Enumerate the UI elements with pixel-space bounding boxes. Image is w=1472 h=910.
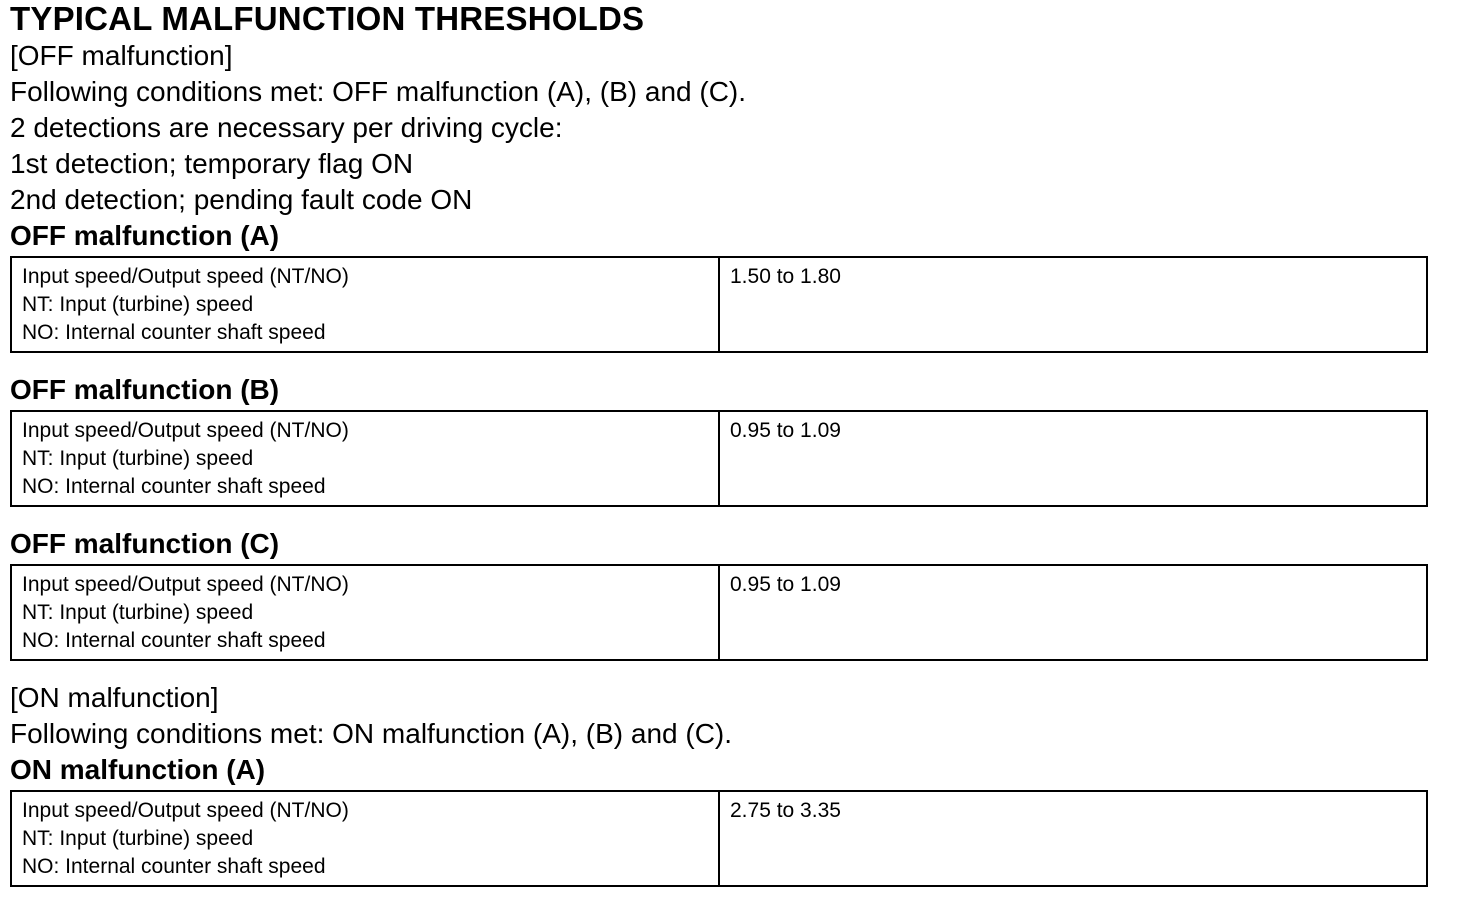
off-second-detection-line: 2nd detection; pending fault code ON — [10, 184, 473, 215]
condition-line: Input speed/Output speed (NT/NO) — [22, 573, 349, 596]
condition-line: NO: Internal counter shaft speed — [22, 855, 326, 878]
off-malfunction-b-table — [10, 410, 1428, 507]
condition-line: NT: Input (turbine) speed — [22, 293, 254, 316]
table-row — [11, 791, 1427, 886]
threshold-value-cell: 0.95 to 1.09 — [719, 565, 1427, 660]
document-page — [10, 0, 1428, 887]
condition-cell — [11, 565, 719, 660]
condition-line: NO: Internal counter shaft speed — [22, 475, 326, 498]
off-condition-line: Following conditions met: OFF malfunction (A), (B) and (C). — [10, 76, 747, 107]
on-condition-line: Following conditions met: ON malfunction (A), (B) and (C). — [10, 718, 733, 749]
condition-cell — [11, 257, 719, 352]
condition-cell — [11, 411, 719, 506]
condition-line: NT: Input (turbine) speed — [22, 827, 254, 850]
condition-line: Input speed/Output speed (NT/NO) — [22, 419, 349, 442]
table-row — [11, 257, 1427, 352]
off-malfunction-a-heading: OFF malfunction (A) — [10, 220, 280, 251]
off-first-detection-line: 1st detection; temporary flag ON — [10, 148, 414, 179]
off-malfunction-b-heading: OFF malfunction (B) — [10, 374, 280, 405]
condition-cell — [11, 791, 719, 886]
condition-line: Input speed/Output speed (NT/NO) — [22, 265, 349, 288]
condition-line: NO: Internal counter shaft speed — [22, 321, 326, 344]
threshold-value-cell: 2.75 to 3.35 — [719, 791, 1427, 886]
on-malfunction-a-heading: ON malfunction (A) — [10, 754, 266, 785]
off-section-header: [OFF malfunction] — [10, 40, 233, 71]
condition-line: NT: Input (turbine) speed — [22, 447, 254, 470]
threshold-value-cell: 0.95 to 1.09 — [719, 411, 1427, 506]
off-malfunction-c-table — [10, 564, 1428, 661]
page-title: TYPICAL MALFUNCTION THRESHOLDS — [10, 0, 645, 37]
on-section-header: [ON malfunction] — [10, 682, 219, 713]
table-row — [11, 411, 1427, 506]
condition-line: Input speed/Output speed (NT/NO) — [22, 799, 349, 822]
off-malfunction-c-heading: OFF malfunction (C) — [10, 528, 280, 559]
off-malfunction-a-table — [10, 256, 1428, 353]
off-detection-line: 2 detections are necessary per driving cycle: — [10, 112, 563, 143]
condition-line: NT: Input (turbine) speed — [22, 601, 254, 624]
on-malfunction-a-table — [10, 790, 1428, 887]
threshold-value-cell: 1.50 to 1.80 — [719, 257, 1427, 352]
table-row — [11, 565, 1427, 660]
condition-line: NO: Internal counter shaft speed — [22, 629, 326, 652]
